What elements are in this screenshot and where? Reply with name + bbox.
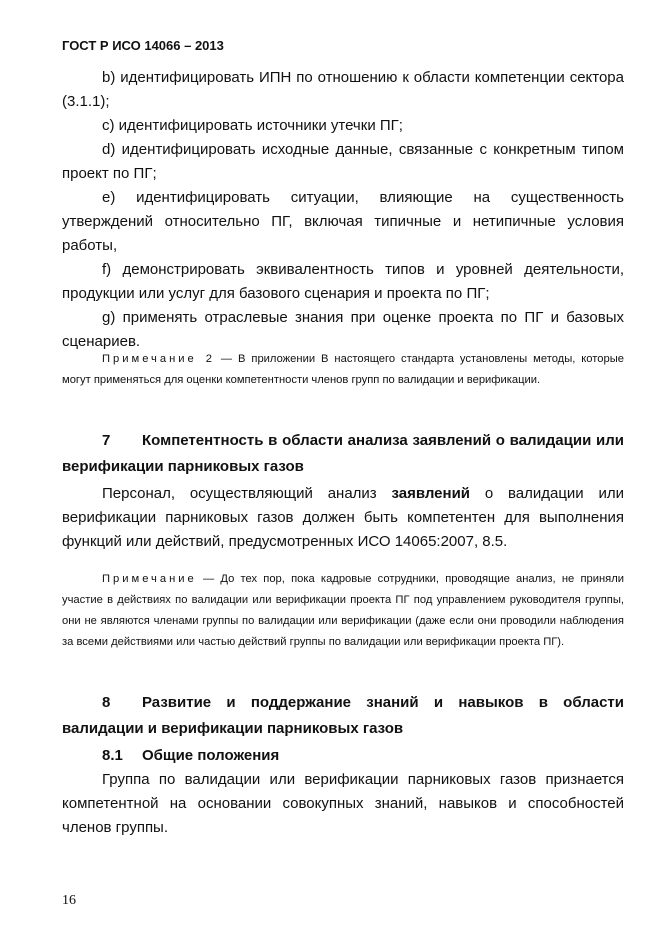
note-1-text: — В приложении В настоящего стандарта установлены методы, которые могут применяться для оценки компетентности членов групп по валидации и верификации. (62, 353, 624, 386)
standard-header: ГОСТ Р ИСО 14066 – 2013 (62, 38, 224, 53)
section-8-1-paragraph: Группа по валидации или верификации парниковых газов признается компетентной на основании совокупных знаний, навыков и способностей членов группы. (62, 771, 624, 836)
note-1 (62, 349, 624, 391)
section-8-1-number: 8.1 (102, 747, 123, 764)
list-item-e-line2: утверждений относительно ПГ, включая типичные и нетипичные условия работы, (62, 213, 624, 254)
list-item-g: g) применять отраслевые знания при оценке проекта по ПГ и базовых сценариев. (62, 309, 624, 350)
section-8-title: Развитие и поддержание знаний и навыков в области валидации и верификации парниковых газов (62, 694, 624, 737)
section-7-number: 7 (102, 432, 111, 449)
section-7 (62, 428, 624, 554)
section-7-title: Компетентность в области анализа заявлений о валидации или верификации парниковых газов (62, 432, 624, 475)
list-item-e-line1: e) идентифицировать ситуации, влияющие на существенность (102, 189, 624, 206)
page-number: 16 (62, 893, 76, 908)
list-item-d: d) идентифицировать исходные данные, связанные с конкретным типом проект по ПГ; (62, 141, 624, 182)
note-1-label: Примечание 2 (102, 353, 215, 365)
section-7-text-1: Персонал, осуществляющий анализ (102, 485, 392, 502)
list-items-block (62, 66, 624, 354)
section-8-1-title: Общие положения (142, 747, 280, 764)
section-7-bold-term: заявлений (391, 485, 471, 502)
section-8 (62, 690, 624, 840)
section-7-text-2: о валидации или верификации парниковых газов должен быть компетентен для выполнения функций или действий, предусмотренных ИСО 14065:2007, 8.5. (62, 485, 624, 550)
section-8-number: 8 (102, 694, 111, 711)
list-item-c: c) идентифицировать источники утечки ПГ; (102, 117, 403, 134)
note-2 (62, 569, 624, 653)
list-item-f: f) демонстрировать эквивалентность типов и уровней деятельности, продукции или услуг для базового сценария и проекта по ПГ; (62, 261, 624, 302)
section-7-paragraph (62, 482, 624, 554)
list-item-b: b) идентифицировать ИПН по отношению к области компетенции сектора (3.1.1); (62, 69, 624, 110)
note-2-label: Примечание (102, 573, 197, 585)
note-2-text: — До тех пор, пока кадровые сотрудники, проводящие анализ, не приняли участие в действиях по валидации или верификации проекта ПГ под управлением руководителя группы, они не являются членами группы по валидации или верификации (даже если они проводили наблюдения за всеми действиями или частью действий группы по валидации или верификации проекта ПГ). (62, 573, 624, 648)
